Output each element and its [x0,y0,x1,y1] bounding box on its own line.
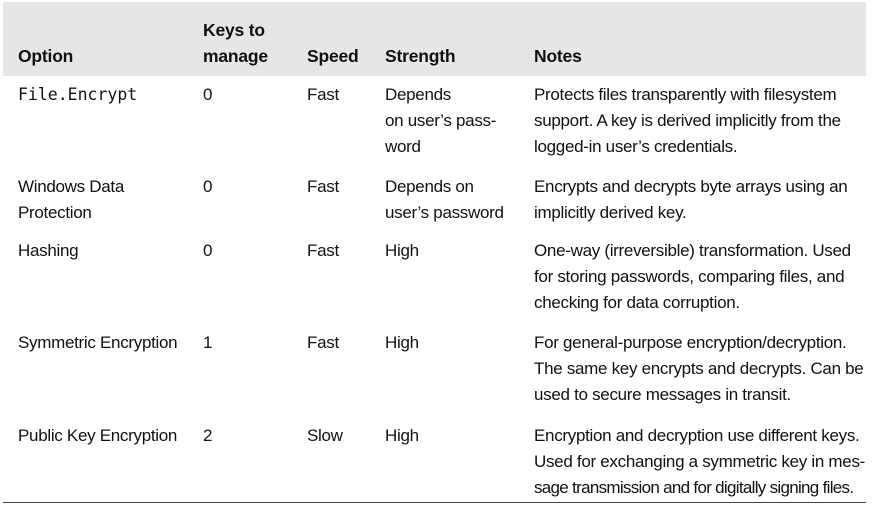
cell-option [18,330,188,356]
header-keys-line1: Keys to [203,20,265,40]
cell-line: sage transmission and for digitally signing files. [534,478,854,497]
cell-line: Used for exchanging a symmetric key in mes- [534,452,866,471]
table-header-row [3,2,866,76]
cell-line: Depends [385,85,451,104]
cell-strength [385,423,525,449]
cell-line: Protection [18,203,92,222]
cell-speed: Fast [307,333,339,352]
cell-line: Encrypts and decrypts byte arrays using an [534,177,848,196]
cell-speed: Fast [307,85,339,104]
cell-notes [534,174,864,226]
cell-option [18,82,188,108]
cell-line: Hashing [18,241,79,260]
cell-line: logged-in user’s credentials. [534,137,738,156]
cell-line: implicitly derived key. [534,203,687,222]
header-option: Option [18,46,74,66]
cell-line: support. A key is derived implicitly from the [534,111,841,130]
cell-line: for storing passwords, comparing files, and [534,267,845,286]
cell-line: on user’s pass- [385,111,497,130]
cell-line: Depends on [385,177,474,196]
cell-line: High [385,426,419,445]
cell-notes [534,82,864,160]
cell-strength [385,82,525,160]
cell-line: High [385,241,419,260]
cell-line: One-way (irreversible) transformation. Used [534,241,851,260]
header-strength: Strength [385,46,456,66]
cell-keys: 1 [203,333,213,352]
cell-line: checking for data corruption. [534,293,740,312]
cell-speed: Slow [307,426,343,445]
cell-line: word [385,137,421,156]
cell-line: Symmetric Encryption [18,333,178,352]
cell-option [18,174,188,226]
cell-line: used to secure messages in transit. [534,385,791,404]
comparison-table [3,2,866,503]
cell-line: Public Key Encryption [18,426,178,445]
cell-keys: 0 [203,241,213,260]
cell-option [18,423,188,449]
cell-line: File.Encrypt [18,85,138,104]
cell-line: The same key encrypts and decrypts. Can be [534,359,864,378]
cell-speed: Fast [307,177,339,196]
cell-option [18,238,188,264]
cell-line: Protects files transparently with filesystem [534,85,837,104]
cell-keys: 0 [203,85,213,104]
cell-line: High [385,333,419,352]
header-speed: Speed [307,46,359,66]
cell-line: Encryption and decryption use different keys. [534,426,860,445]
header-keys-to-manage [203,17,268,69]
cell-line: user’s password [385,203,504,222]
cell-notes [534,330,864,408]
cell-notes [534,238,864,316]
header-notes: Notes [534,46,582,66]
cell-strength [385,330,525,356]
cell-speed: Fast [307,241,339,260]
cell-keys: 0 [203,177,213,196]
cell-notes [534,423,864,501]
cell-line: For general-purpose encryption/decryption. [534,333,847,352]
cell-strength [385,238,525,264]
cell-line: Windows Data [18,177,124,196]
cell-keys: 2 [203,426,213,445]
header-keys-line2: manage [203,46,268,66]
cell-strength [385,174,525,226]
